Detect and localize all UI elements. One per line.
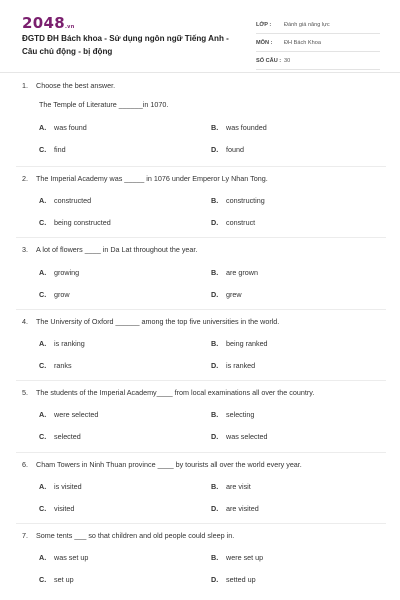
question-prompt: Some tents ___ so that children and old people could sleep in. <box>36 531 235 540</box>
option-text: constructed <box>54 196 92 205</box>
answer-option-c[interactable] <box>39 218 111 227</box>
option-text: selected <box>54 432 81 441</box>
meta-value: ĐH Bách Khoa <box>284 39 322 46</box>
question-number: 6. <box>22 460 28 469</box>
question-number: 3. <box>22 245 28 254</box>
option-text: are grown <box>226 268 258 277</box>
site-logo[interactable] <box>22 14 75 32</box>
question-item <box>0 452 400 524</box>
question-prompt: The students of the Imperial Academy____ from local examinations all over the country. <box>36 388 315 397</box>
answer-option-c[interactable] <box>39 432 81 441</box>
question-stem: The Temple of Literature ______in 1070. <box>39 100 169 109</box>
option-letter: C. <box>39 290 47 299</box>
logo-suffix: .vn <box>64 24 75 30</box>
meta-row-class <box>256 16 380 34</box>
option-letter: B. <box>211 196 219 205</box>
question-item <box>0 72 400 164</box>
option-text: set up <box>54 575 74 584</box>
option-text: were selected <box>54 410 99 419</box>
option-letter: B. <box>211 482 219 491</box>
option-letter: B. <box>211 339 219 348</box>
option-letter: B. <box>211 268 219 277</box>
option-letter: A. <box>39 482 47 491</box>
page-header <box>0 0 400 73</box>
answer-option-b[interactable] <box>211 268 258 277</box>
logo-text: 2048 <box>22 14 65 32</box>
answer-option-d[interactable] <box>211 218 255 227</box>
option-letter: C. <box>39 218 47 227</box>
answer-option-b[interactable] <box>211 339 268 348</box>
option-text: grow <box>54 290 70 299</box>
question-prompt: Cham Towers in Ninh Thuan province ____ by tourists all over the world every year. <box>36 460 302 469</box>
answer-option-d[interactable] <box>211 432 268 441</box>
option-text: was selected <box>226 432 268 441</box>
option-letter: D. <box>211 218 219 227</box>
option-letter: B. <box>211 410 219 419</box>
answer-option-c[interactable] <box>39 290 70 299</box>
answer-option-a[interactable] <box>39 482 82 491</box>
option-text: find <box>54 145 66 154</box>
answer-option-b[interactable] <box>211 410 254 419</box>
answer-option-d[interactable] <box>211 290 242 299</box>
option-text: ranks <box>54 361 72 370</box>
option-text: growing <box>54 268 80 277</box>
answer-option-c[interactable] <box>39 504 74 513</box>
option-text: constructing <box>226 196 265 205</box>
question-item <box>0 166 400 236</box>
question-number: 7. <box>22 531 28 540</box>
option-text: being ranked <box>226 339 268 348</box>
answer-option-b[interactable] <box>211 123 267 132</box>
question-number: 2. <box>22 174 28 183</box>
option-letter: D. <box>211 432 219 441</box>
answer-option-a[interactable] <box>39 268 79 277</box>
question-item <box>0 380 400 452</box>
meta-value: Đánh giá năng lực <box>284 21 330 28</box>
question-item <box>0 523 400 595</box>
meta-value: 30 <box>284 57 291 64</box>
option-text: being constructed <box>54 218 111 227</box>
option-text: construct <box>226 218 256 227</box>
option-letter: C. <box>39 575 47 584</box>
option-letter: A. <box>39 553 47 562</box>
option-letter: D. <box>211 145 219 154</box>
meta-row-count <box>256 52 380 70</box>
option-text: is ranked <box>226 361 256 370</box>
option-letter: A. <box>39 268 47 277</box>
option-text: found <box>226 145 244 154</box>
question-item <box>0 309 400 381</box>
option-letter: C. <box>39 432 47 441</box>
answer-option-d[interactable] <box>211 504 259 513</box>
answer-option-d[interactable] <box>211 575 256 584</box>
question-prompt: The Imperial Academy was _____ in 1076 under Emperor Ly Nhan Tong. <box>36 174 268 183</box>
answer-option-c[interactable] <box>39 145 66 154</box>
meta-label: MÔN : <box>256 39 273 46</box>
answer-option-d[interactable] <box>211 361 255 370</box>
option-text: grew <box>226 290 242 299</box>
answer-option-b[interactable] <box>211 196 265 205</box>
answer-option-a[interactable] <box>39 196 91 205</box>
option-text: is visited <box>54 482 82 491</box>
meta-label: SỐ CÂU : <box>256 57 282 64</box>
answer-option-b[interactable] <box>211 482 251 491</box>
answer-option-b[interactable] <box>211 553 263 562</box>
question-number: 4. <box>22 317 28 326</box>
option-letter: C. <box>39 361 47 370</box>
option-text: are visit <box>226 482 251 491</box>
question-number: 1. <box>22 81 28 90</box>
option-letter: D. <box>211 361 219 370</box>
option-text: is ranking <box>54 339 85 348</box>
answer-option-a[interactable] <box>39 410 98 419</box>
option-letter: A. <box>39 196 47 205</box>
option-letter: D. <box>211 290 219 299</box>
question-prompt: A lot of flowers ____ in Da Lat throughout the year. <box>36 245 198 254</box>
answer-option-a[interactable] <box>39 123 87 132</box>
option-text: selecting <box>226 410 255 419</box>
answer-option-d[interactable] <box>211 145 244 154</box>
option-letter: C. <box>39 145 47 154</box>
question-prompt: The University of Oxford ______ among the top five universities in the world. <box>36 317 280 326</box>
question-number: 5. <box>22 388 28 397</box>
option-text: was set up <box>54 553 89 562</box>
answer-option-c[interactable] <box>39 575 74 584</box>
question-item <box>0 237 400 309</box>
option-letter: C. <box>39 504 47 513</box>
option-letter: A. <box>39 339 47 348</box>
meta-table <box>256 16 380 70</box>
option-text: setted up <box>226 575 256 584</box>
option-text: was found <box>54 123 87 132</box>
option-letter: A. <box>39 410 47 419</box>
question-prompt: Choose the best answer. <box>36 81 116 90</box>
option-text: was founded <box>226 123 267 132</box>
option-letter: B. <box>211 553 219 562</box>
option-text: visited <box>54 504 75 513</box>
option-letter: B. <box>211 123 219 132</box>
answer-option-a[interactable] <box>39 553 88 562</box>
meta-label: LỚP : <box>256 21 272 28</box>
document-title: ĐGTD ĐH Bách khoa - Sử dụng ngôn ngữ Tiếng Anh - Câu chủ động - bị động <box>22 34 229 56</box>
option-letter: A. <box>39 123 47 132</box>
option-text: were set up <box>226 553 264 562</box>
answer-option-a[interactable] <box>39 339 85 348</box>
option-letter: D. <box>211 504 219 513</box>
option-letter: D. <box>211 575 219 584</box>
meta-row-subject <box>256 34 380 52</box>
option-text: are visited <box>226 504 259 513</box>
answer-option-c[interactable] <box>39 361 72 370</box>
